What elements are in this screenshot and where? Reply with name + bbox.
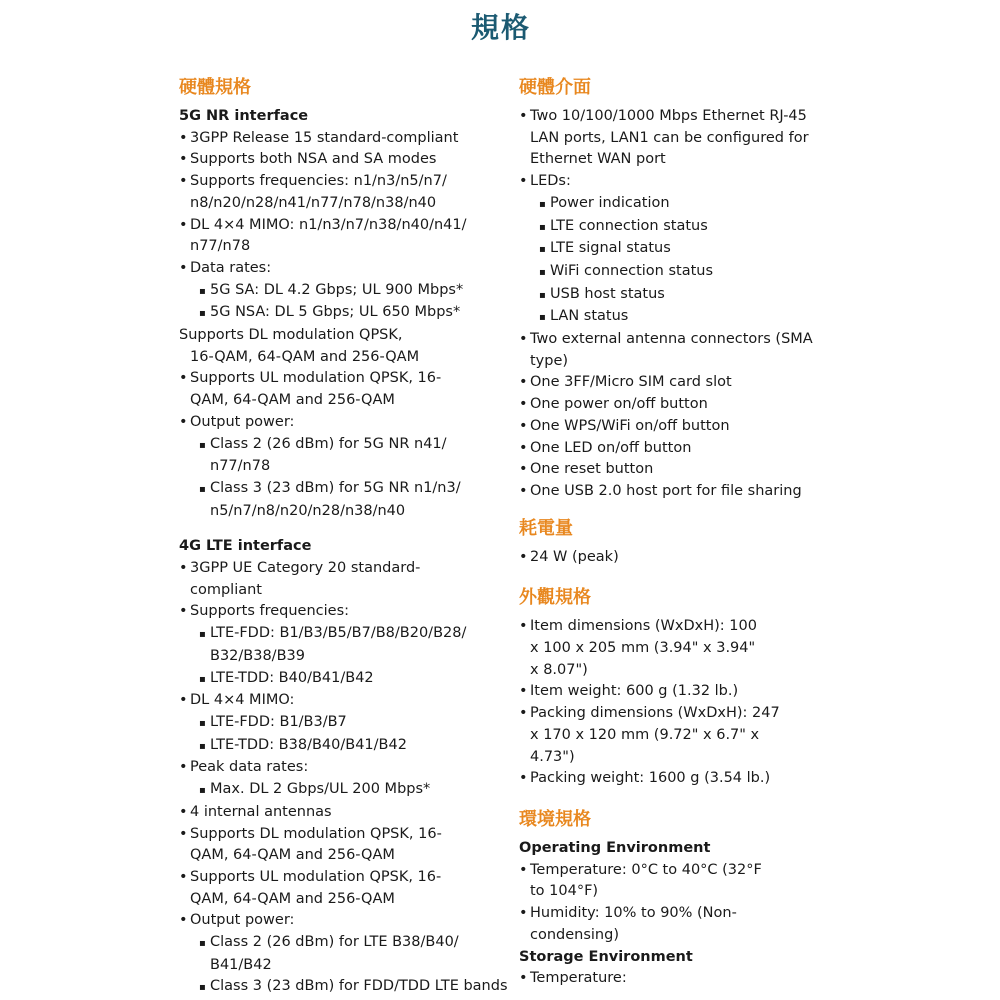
sub-list-item: ▪ LTE-TDD: B40/B41/B42 bbox=[179, 668, 519, 691]
sub-list-item: ▪ LTE signal status bbox=[519, 238, 854, 261]
list-item: • Supports both NSA and SA modes bbox=[179, 149, 519, 171]
left-column bbox=[179, 76, 519, 999]
list-physical bbox=[519, 616, 854, 790]
heading-5g-nr: 5G NR interface bbox=[179, 108, 309, 124]
sub-list-item: ▪ Max. DL 2 Gbps/UL 200 Mbps* bbox=[179, 779, 519, 802]
list-4g-lte bbox=[179, 558, 519, 999]
sub-list-item: ▪ 5G NSA: DL 5 Gbps; UL 650 Mbps* bbox=[179, 302, 519, 325]
section-environment-spec: 環境規格 bbox=[519, 808, 591, 830]
list-item: • Supports DL modulation QPSK, 16-QAM, 64-QAM and 256-QAM bbox=[179, 824, 460, 867]
list-item: • One LED on/off button bbox=[519, 438, 854, 460]
sub-list-item: ▪ LTE connection status bbox=[519, 216, 854, 239]
sub-list-item: ▪ Class 2 (26 dBm) for LTE B38/B40/ B41/B42 bbox=[179, 932, 510, 976]
sub-list-item: ▪ Class 2 (26 dBm) for 5G NR n41/ n77/n78 bbox=[179, 434, 482, 478]
list-item: • Two external antenna connectors (SMA type) bbox=[519, 329, 830, 372]
list-item: • Supports frequencies: n1/n3/n5/n7/ n8/n20/n28/n41/n77/n78/n38/n40 bbox=[179, 171, 490, 214]
spec-sheet bbox=[148, 0, 854, 1000]
list-item: • Supports UL modulation QPSK, 16-QAM, 64-QAM and 256-QAM bbox=[179, 368, 460, 411]
section-power-consumption: 耗電量 bbox=[519, 517, 573, 539]
list-item: • Supports UL modulation QPSK, 16-QAM, 64-QAM and 256-QAM bbox=[179, 867, 460, 910]
sub-list-item: ▪ Class 3 (23 dBm) for FDD/TDD LTE bands bbox=[179, 976, 510, 999]
right-column bbox=[519, 76, 854, 990]
sub-list-item: ▪ LAN status bbox=[519, 306, 854, 329]
heading-operating-environment: Operating Environment bbox=[519, 839, 711, 856]
section-hardware-spec: 硬體規格 bbox=[179, 77, 251, 98]
page-title: 規格 bbox=[470, 11, 531, 44]
list-item: • Output power: bbox=[179, 910, 519, 932]
list-item: • One reset button bbox=[519, 459, 854, 481]
heading-storage-environment: Storage Environment bbox=[519, 948, 693, 965]
list-item: • Supports frequencies: bbox=[179, 601, 519, 623]
paragraph-line: 16-QAM, 64-QAM and 256-QAM bbox=[190, 348, 420, 365]
list-item: • One 3FF/Micro SIM card slot bbox=[519, 372, 854, 394]
list-item: • Packing weight: 1600 g (3.54 lb.) bbox=[519, 768, 854, 790]
list-item: • 24 W (peak) bbox=[519, 547, 854, 569]
list-item: • Two 10/100/1000 Mbps Ethernet RJ-45 LAN ports, LAN1 can be configured for Ethernet WAN port bbox=[519, 106, 820, 171]
list-item: • LEDs: bbox=[519, 171, 854, 193]
sub-list-item: ▪ LTE-FDD: B1/B3/B7 bbox=[179, 712, 519, 735]
section-hardware-interface: 硬體介面 bbox=[519, 77, 591, 98]
list-power bbox=[519, 547, 854, 569]
list-item: • Packing dimensions (WxDxH): 247 x 170 x 120 mm (9.72" x 6.7" x 4.73") bbox=[519, 703, 780, 768]
sub-list-item: ▪ Class 3 (23 dBm) for 5G NR n1/n3/ n5/n7/n8/n20/n28/n38/n40 bbox=[179, 478, 510, 522]
heading-4g-lte: 4G LTE interface bbox=[179, 538, 312, 555]
sub-list-item: ▪ Power indication bbox=[519, 193, 854, 216]
list-item: • DL 4×4 MIMO: bbox=[179, 690, 519, 712]
list-item: • Item weight: 600 g (1.32 lb.) bbox=[519, 681, 854, 703]
list-item: • Humidity: 10% to 90% (Non-condensing) bbox=[519, 903, 800, 946]
list-item: • DL 4×4 MIMO: n1/n3/n7/n38/n40/n41/ n77/n78 bbox=[179, 215, 490, 258]
list-item: • One power on/off button bbox=[519, 394, 854, 416]
list-item: • Temperature: 0°C to 40°C (32°F to 104°F) bbox=[519, 860, 770, 903]
list-item: • Peak data rates: bbox=[179, 757, 519, 779]
sub-list-item: ▪ 5G SA: DL 4.2 Gbps; UL 900 Mbps* bbox=[179, 280, 519, 303]
list-item: • 3GPP Release 15 standard-compliant bbox=[179, 128, 519, 150]
sub-list-item: ▪ LTE-FDD: B1/B3/B5/B7/B8/B20/B28/ B32/B38/B39 bbox=[179, 623, 520, 667]
list-hardware-interface bbox=[519, 106, 854, 503]
sub-list-item: ▪ LTE-TDD: B38/B40/B41/B42 bbox=[179, 735, 519, 758]
list-item: • 4 internal antennas bbox=[179, 802, 519, 824]
list-item: • Data rates: bbox=[179, 258, 519, 280]
list-item: • One WPS/WiFi on/off button bbox=[519, 416, 854, 438]
section-physical-spec: 外觀規格 bbox=[519, 587, 591, 609]
paragraph-line: Supports DL modulation QPSK, bbox=[179, 327, 403, 344]
list-operating-environment bbox=[519, 860, 854, 947]
list-item: • Temperature: bbox=[519, 968, 854, 990]
list-item: • 3GPP UE Category 20 standard-compliant bbox=[179, 558, 462, 601]
list-item: • One USB 2.0 host port for file sharing bbox=[519, 481, 854, 503]
list-item: • Output power: bbox=[179, 412, 519, 434]
sub-list-item: ▪ WiFi connection status bbox=[519, 261, 854, 284]
list-storage-environment bbox=[519, 968, 854, 990]
sub-list-item: ▪ USB host status bbox=[519, 284, 854, 307]
list-item: • Item dimensions (WxDxH): 100 x 100 x 205 mm (3.94" x 3.94" x 8.07") bbox=[519, 616, 760, 681]
list-5g-nr bbox=[179, 128, 519, 523]
